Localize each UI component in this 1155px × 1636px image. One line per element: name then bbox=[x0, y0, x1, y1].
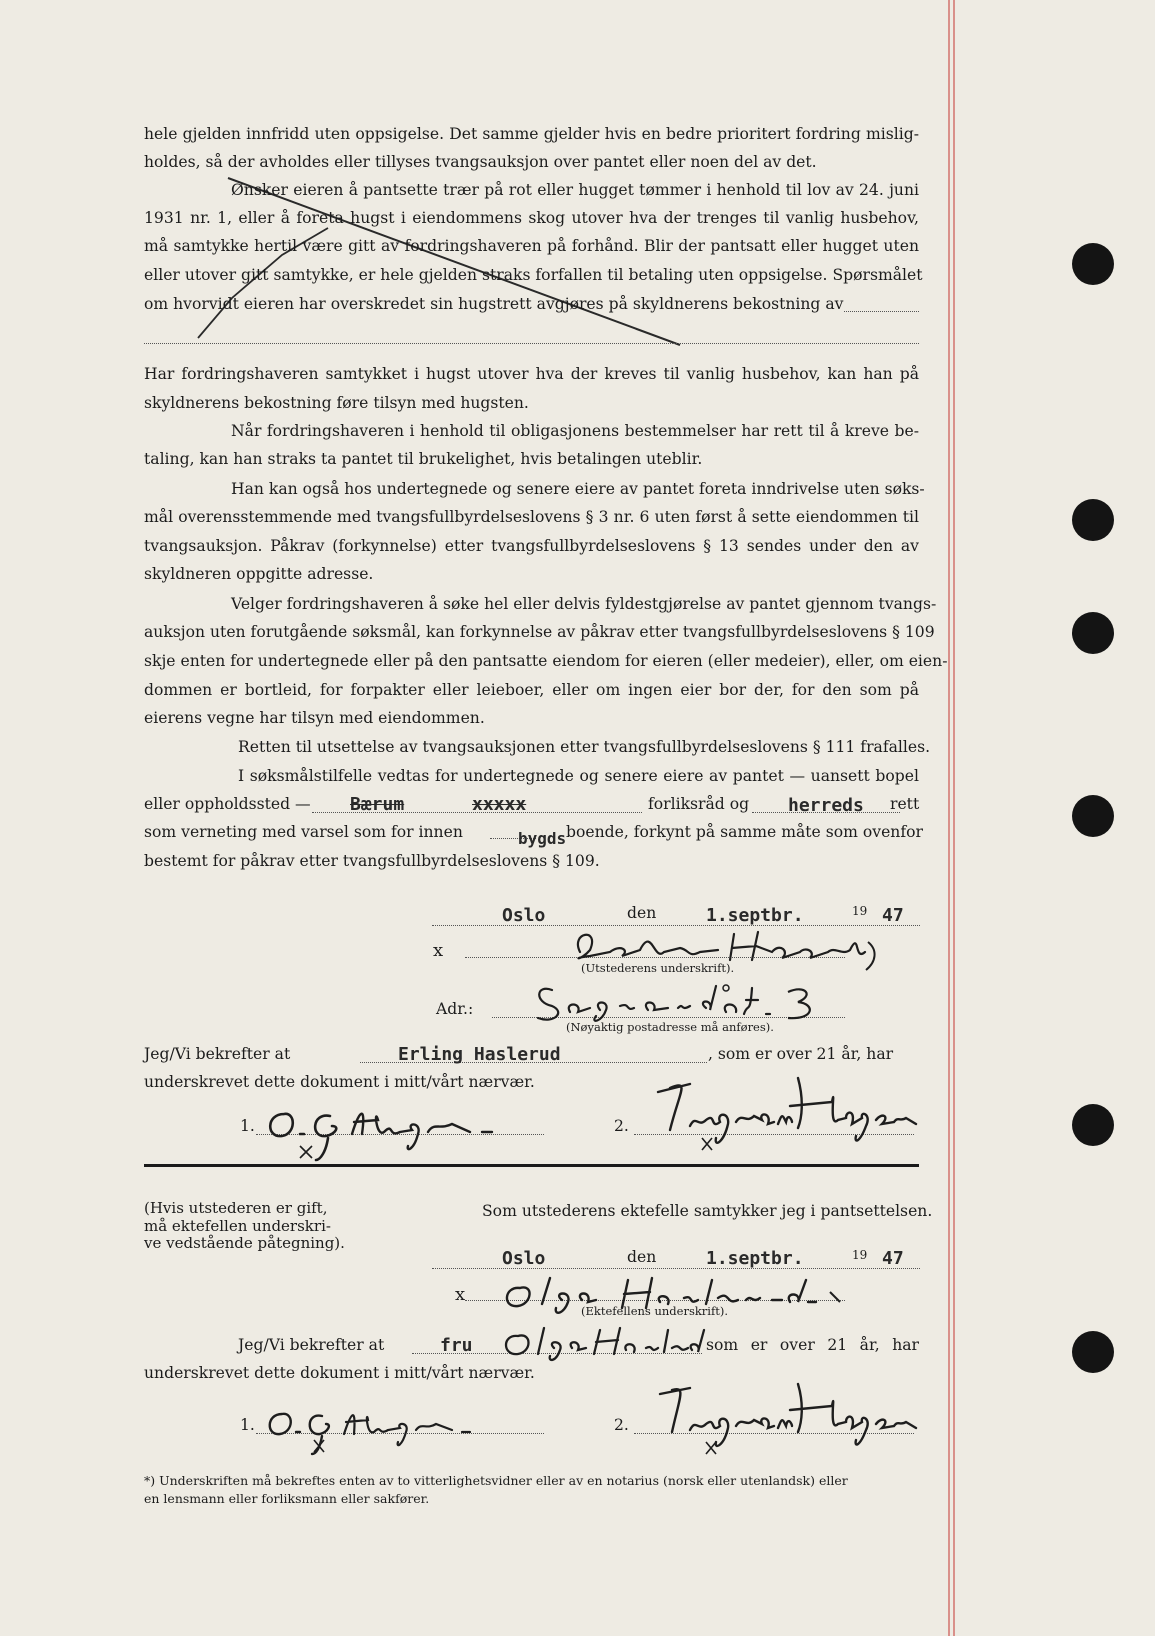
venue-suffix: rett bbox=[890, 795, 920, 813]
side-note-line: ve vedstående påtegning). bbox=[144, 1234, 345, 1252]
body-line: I søksmålstilfelle vedtas for undertegnede og senere eiere av pantet — uansett bopel bbox=[238, 767, 919, 785]
punch-hole bbox=[1072, 1331, 1114, 1373]
body-line: om hvorvidt eieren har overskredet sin hugstrett avgjøres på skyldnerens bekostning av bbox=[144, 295, 844, 313]
punch-hole bbox=[1072, 1104, 1114, 1146]
spouse-year: 47 bbox=[882, 1248, 904, 1269]
witness-2-signature bbox=[650, 1070, 950, 1164]
spouse-year-prefix: 19 bbox=[852, 1248, 868, 1262]
body-line: Når fordringshaveren i henhold til obligasjonens bestemmelser har rett til å kreve be- bbox=[231, 422, 919, 440]
body-line: Har fordringshaveren samtykket i hugst utover hva der kreves til vanlig husbehov, kan han på bbox=[144, 365, 919, 383]
issuer-year: 47 bbox=[882, 905, 904, 926]
typed-struck-text: xxxxx bbox=[472, 794, 527, 815]
body-line: auksjon uten forutgående søksmål, kan forkynnelse av påkrav etter tvangsfullbyrdelseslovens § 109 bbox=[144, 623, 935, 641]
issuer-confirm-suffix: , som er over 21 år, har bbox=[708, 1045, 894, 1063]
body-line: taling, kan han straks ta pantet til brukelighet, hvis betalingen uteblir. bbox=[144, 450, 703, 468]
spouse-date: 1.septbr. bbox=[706, 1248, 804, 1269]
spouse-confirm-prefix: Jeg/Vi bekrefter at bbox=[238, 1336, 385, 1354]
typed-bygds: bygds bbox=[518, 829, 567, 848]
witness-2-number: 2. bbox=[614, 1416, 629, 1434]
address-caption: (Nøyaktig postadresse må anføres). bbox=[566, 1020, 774, 1034]
witness-1-number: 1. bbox=[240, 1117, 255, 1135]
issuer-signature-caption: (Utstederens underskrift). bbox=[581, 961, 735, 975]
side-note-line: må ektefellen underskri- bbox=[144, 1216, 331, 1235]
spouse-side-note bbox=[144, 1200, 345, 1253]
body-line: 1931 nr. 1, eller å foreta hugst i eiendommens skog utover hva der trenges til vanlig husbehov, bbox=[144, 209, 919, 227]
body-line: Han kan også hos undertegnede og senere eiere av pantet foreta inndrivelse uten søks- bbox=[231, 480, 925, 498]
fill-in-line bbox=[844, 311, 919, 312]
issuer-den: den bbox=[627, 904, 657, 922]
typed-venue-kind: herreds bbox=[788, 795, 864, 816]
witness-1-signature bbox=[256, 1094, 556, 1170]
witness-1-number: 1. bbox=[240, 1416, 255, 1434]
issuer-confirm-line-2: underskrevet dette dokument i mitt/vårt nærvær. bbox=[144, 1073, 535, 1091]
body-line: skyldnerens bekostning føre tilsyn med hugsten. bbox=[144, 394, 529, 412]
spouse-witness-1-signature bbox=[256, 1396, 556, 1464]
body-line: dommen er bortleid, for forpakter eller leieboer, eller om ingen eier bor der, for den som på bbox=[144, 681, 919, 699]
body-line: tvangsauksjon. Påkrav (forkynnelse) etter tvangsfullbyrdelseslovens § 13 sendes under den av bbox=[144, 537, 919, 555]
issuer-place: Oslo bbox=[502, 905, 546, 926]
typed-venue-place: Bærum bbox=[350, 794, 405, 815]
address-label: Adr.: bbox=[436, 1000, 474, 1018]
footnote-line: *) Underskriften må bekreftes enten av to vitterlighetsvidner eller av en notarius (norsk eller utenlandsk) eller bbox=[144, 1473, 848, 1488]
venue-prefix: eller oppholdssted — bbox=[144, 795, 311, 813]
signature-mark: x bbox=[433, 940, 444, 961]
body-line: eierens vegne har tilsyn med eiendommen. bbox=[144, 709, 485, 727]
issuer-confirm-prefix: Jeg/Vi bekrefter at bbox=[144, 1045, 291, 1063]
venue-line-3: bestemt for påkrav etter tvangsfullbyrdelseslovens § 109. bbox=[144, 852, 600, 870]
side-note-line: (Hvis utstederen er gift, bbox=[144, 1199, 328, 1217]
punch-hole bbox=[1072, 612, 1114, 654]
spouse-confirm-handwritten-name bbox=[496, 1318, 716, 1370]
issuer-date: 1.septbr. bbox=[706, 905, 804, 926]
body-line: mål overensstemmende med tvangsfullbyrdelseslovens § 3 nr. 6 uten først å sette eiendommen til bbox=[144, 508, 919, 526]
spouse-confirm-title: fru bbox=[440, 1335, 473, 1356]
body-line: Ønsker eieren å pantsette trær på rot eller hugget tømmer i henhold til lov av 24. juni bbox=[231, 181, 919, 199]
body-line: Velger fordringshaveren å søke hel eller delvis fyldestgjørelse av pantet gjennom tvangs- bbox=[231, 595, 937, 613]
body-line: skyldneren oppgitte adresse. bbox=[144, 565, 374, 583]
spouse-place: Oslo bbox=[502, 1248, 546, 1269]
spouse-confirm-suffix: som er over 21 år, har bbox=[706, 1336, 919, 1354]
body-line: skje enten for undertegnede eller på den pantsatte eiendom for eieren (eller medeier), eller, om eien- bbox=[144, 652, 948, 670]
issuer-confirm-name: Erling Haslerud bbox=[398, 1044, 561, 1065]
body-line: hele gjelden innfridd uten oppsigelse. Det samme gjelder hvis en bedre prioritert fordring mislig- bbox=[144, 125, 919, 143]
section-divider bbox=[144, 1164, 919, 1167]
witness-2-number: 2. bbox=[614, 1117, 629, 1135]
strike-through-lines bbox=[0, 0, 1155, 400]
spouse-consent-text: Som utstederens ektefelle samtykker jeg i pantsettelsen. bbox=[482, 1202, 933, 1220]
issuer-year-prefix: 19 bbox=[852, 904, 868, 918]
signature-mark: x bbox=[455, 1284, 466, 1305]
body-line: må samtykke hertil være gitt av fordringshaveren på forhånd. Blir der pantsatt eller hugget uten bbox=[144, 237, 919, 255]
venue-mid: forliksråd og bbox=[648, 795, 750, 813]
fill-in-line bbox=[144, 343, 919, 344]
punch-hole bbox=[1072, 499, 1114, 541]
spouse-den: den bbox=[627, 1248, 657, 1266]
footnote-line: en lensmann eller forliksmann eller sakfører. bbox=[144, 1491, 430, 1506]
body-line: Retten til utsettelse av tvangsauksjonen etter tvangsfullbyrdelseslovens § 111 frafalles. bbox=[238, 738, 931, 756]
body-line: eller utover gitt samtykke, er hele gjelden straks forfallen til betaling uten oppsigelse. Spørsmålet bbox=[144, 266, 923, 284]
venue-line-2-end: boende, forkynt på samme måte som ovenfor bbox=[566, 823, 923, 841]
punch-hole bbox=[1072, 795, 1114, 837]
spouse-confirm-line-2: underskrevet dette dokument i mitt/vårt nærvær. bbox=[144, 1364, 535, 1382]
venue-line-2: som verneting med varsel som for innen bbox=[144, 823, 463, 841]
body-line: holdes, så der avholdes eller tillyses tvangsauksjon over pantet eller noen del av det. bbox=[144, 153, 817, 171]
spouse-witness-2-signature bbox=[650, 1378, 950, 1472]
spouse-signature-caption: (Ektefellens underskrift). bbox=[581, 1304, 729, 1318]
